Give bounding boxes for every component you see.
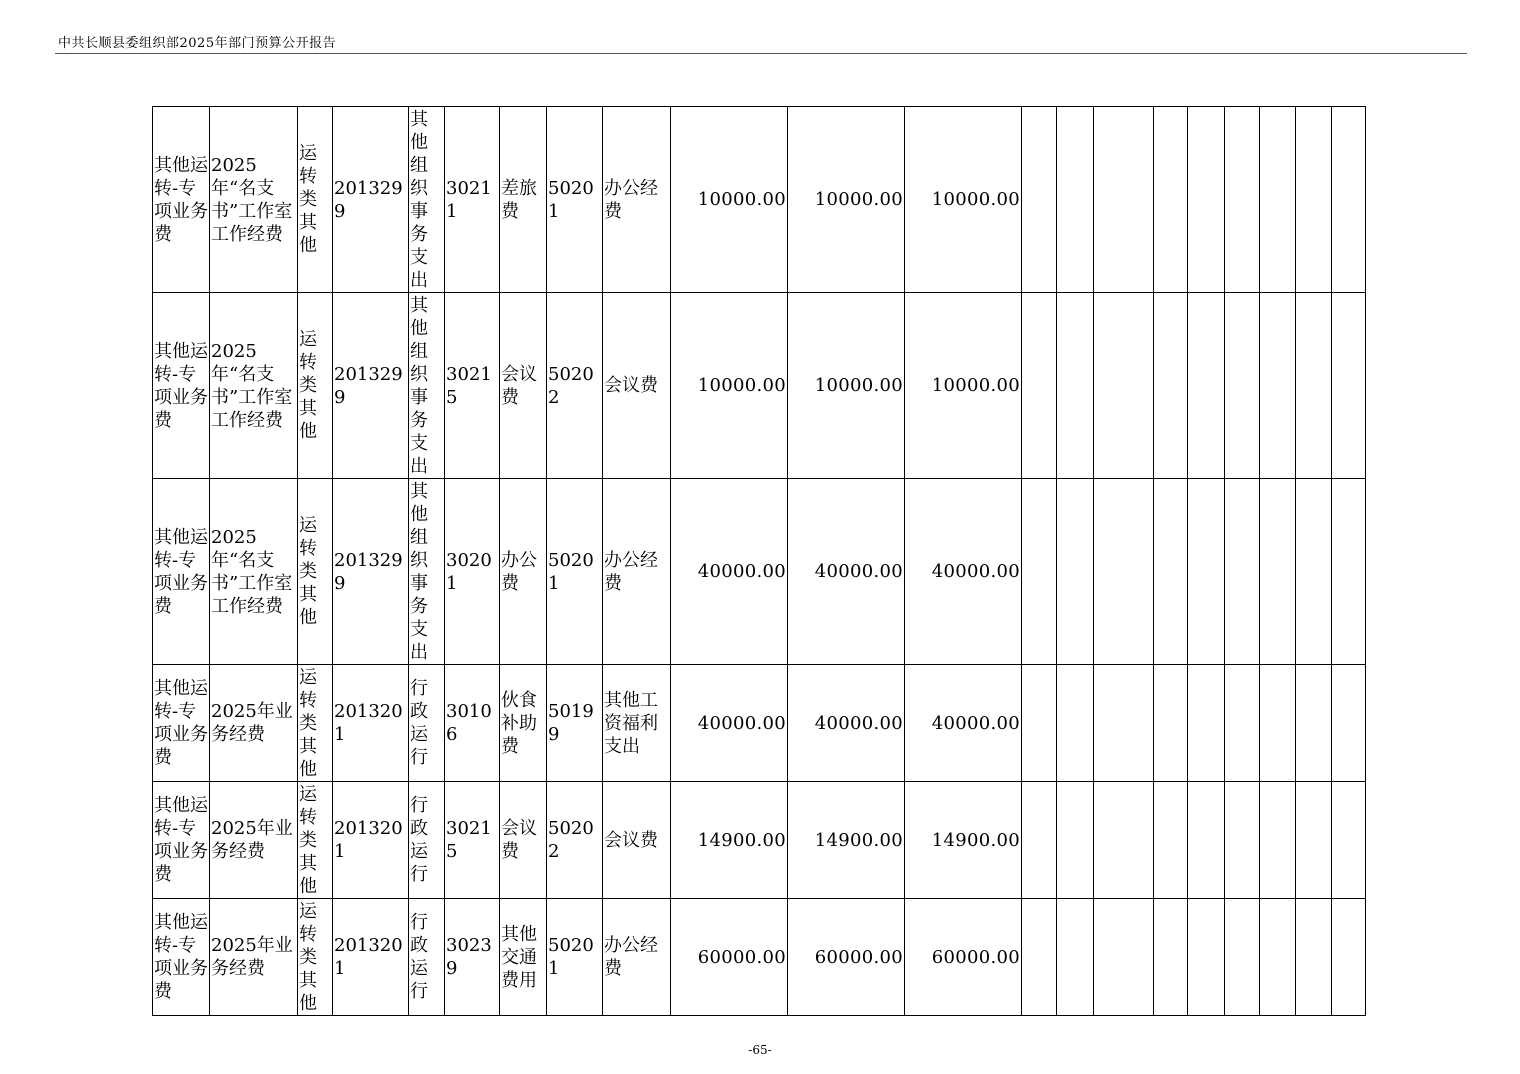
empty-cell <box>1332 899 1366 1016</box>
empty-cell <box>1296 107 1332 293</box>
amount-cell: 60000.00 <box>788 899 905 1016</box>
function-name-cell: 行政运行 <box>409 665 445 782</box>
empty-cell <box>1332 479 1366 665</box>
empty-cell <box>1296 293 1332 479</box>
amount-cell: 10000.00 <box>788 107 905 293</box>
amount-cell: 10000.00 <box>671 107 788 293</box>
economic-code-cell: 30106 <box>445 665 500 782</box>
budget-table <box>152 106 1366 1016</box>
table-row <box>153 782 1366 899</box>
empty-cell <box>1225 899 1260 1016</box>
gov-econ-name-cell: 其他工资福利支出 <box>603 665 671 782</box>
empty-cell <box>1260 899 1296 1016</box>
category-cell: 其他运转-专项业务费 <box>153 293 210 479</box>
function-name-cell: 行政运行 <box>409 782 445 899</box>
empty-cell <box>1296 899 1332 1016</box>
economic-code-cell: 30239 <box>445 899 500 1016</box>
empty-cell <box>1296 479 1332 665</box>
economic-name-cell: 伙食补助费 <box>500 665 547 782</box>
economic-name-cell: 差旅费 <box>500 107 547 293</box>
category-cell: 其他运转-专项业务费 <box>153 782 210 899</box>
empty-cell <box>1094 107 1154 293</box>
table-row <box>153 479 1366 665</box>
amount-cell: 14900.00 <box>905 782 1022 899</box>
category-cell: 其他运转-专项业务费 <box>153 107 210 293</box>
empty-cell <box>1260 782 1296 899</box>
table-row <box>153 107 1366 293</box>
empty-cell <box>1188 479 1225 665</box>
gov-econ-name-cell: 办公经费 <box>603 479 671 665</box>
empty-cell <box>1057 293 1094 479</box>
amount-cell: 10000.00 <box>905 107 1022 293</box>
empty-cell <box>1188 899 1225 1016</box>
empty-cell <box>1332 782 1366 899</box>
gov-econ-code-cell: 50201 <box>547 899 603 1016</box>
category-cell: 其他运转-专项业务费 <box>153 665 210 782</box>
empty-cell <box>1332 293 1366 479</box>
empty-cell <box>1225 665 1260 782</box>
amount-cell: 40000.00 <box>788 479 905 665</box>
amount-cell: 10000.00 <box>671 293 788 479</box>
economic-code-cell: 30211 <box>445 107 500 293</box>
project-type-cell: 运转类其他 <box>298 899 333 1016</box>
amount-cell: 60000.00 <box>671 899 788 1016</box>
economic-code-cell: 30215 <box>445 782 500 899</box>
amount-cell: 10000.00 <box>905 293 1022 479</box>
empty-cell <box>1225 107 1260 293</box>
empty-cell <box>1022 665 1057 782</box>
function-code-cell: 2013201 <box>333 665 409 782</box>
project-type-cell: 运转类其他 <box>298 782 333 899</box>
economic-name-cell: 会议费 <box>500 293 547 479</box>
empty-cell <box>1188 107 1225 293</box>
empty-cell <box>1057 782 1094 899</box>
function-name-cell: 其他组织事务支出 <box>409 479 445 665</box>
project-name-cell: 2025年“名支书”工作室工作经费 <box>210 479 298 665</box>
economic-name-cell: 会议费 <box>500 782 547 899</box>
function-name-cell: 行政运行 <box>409 899 445 1016</box>
gov-econ-code-cell: 50201 <box>547 107 603 293</box>
project-name-cell: 2025年“名支书”工作室工作经费 <box>210 107 298 293</box>
empty-cell <box>1022 782 1057 899</box>
function-code-cell: 2013299 <box>333 293 409 479</box>
table-row <box>153 293 1366 479</box>
gov-econ-code-cell: 50199 <box>547 665 603 782</box>
function-code-cell: 2013299 <box>333 107 409 293</box>
function-name-cell: 其他组织事务支出 <box>409 107 445 293</box>
category-cell: 其他运转-专项业务费 <box>153 899 210 1016</box>
empty-cell <box>1057 899 1094 1016</box>
amount-cell: 10000.00 <box>788 293 905 479</box>
function-code-cell: 2013299 <box>333 479 409 665</box>
amount-cell: 14900.00 <box>671 782 788 899</box>
gov-econ-code-cell: 50202 <box>547 293 603 479</box>
empty-cell <box>1154 293 1188 479</box>
function-name-cell: 其他组织事务支出 <box>409 293 445 479</box>
empty-cell <box>1188 665 1225 782</box>
gov-econ-name-cell: 办公经费 <box>603 107 671 293</box>
amount-cell: 14900.00 <box>788 782 905 899</box>
amount-cell: 40000.00 <box>905 665 1022 782</box>
amount-cell: 60000.00 <box>905 899 1022 1016</box>
project-name-cell: 2025年“名支书”工作室工作经费 <box>210 293 298 479</box>
function-code-cell: 2013201 <box>333 899 409 1016</box>
gov-econ-name-cell: 会议费 <box>603 782 671 899</box>
empty-cell <box>1296 665 1332 782</box>
empty-cell <box>1154 107 1188 293</box>
empty-cell <box>1260 665 1296 782</box>
header-divider <box>55 53 1467 54</box>
empty-cell <box>1260 479 1296 665</box>
amount-cell: 40000.00 <box>671 479 788 665</box>
empty-cell <box>1022 899 1057 1016</box>
empty-cell <box>1225 479 1260 665</box>
empty-cell <box>1154 479 1188 665</box>
empty-cell <box>1188 782 1225 899</box>
economic-code-cell: 30215 <box>445 293 500 479</box>
page-number: -65- <box>748 1043 772 1057</box>
empty-cell <box>1260 107 1296 293</box>
empty-cell <box>1057 665 1094 782</box>
project-type-cell: 运转类其他 <box>298 479 333 665</box>
empty-cell <box>1094 899 1154 1016</box>
project-type-cell: 运转类其他 <box>298 107 333 293</box>
gov-econ-name-cell: 办公经费 <box>603 899 671 1016</box>
project-name-cell: 2025年业务经费 <box>210 899 298 1016</box>
project-type-cell: 运转类其他 <box>298 665 333 782</box>
project-name-cell: 2025年业务经费 <box>210 665 298 782</box>
empty-cell <box>1225 293 1260 479</box>
empty-cell <box>1094 782 1154 899</box>
empty-cell <box>1022 293 1057 479</box>
empty-cell <box>1225 782 1260 899</box>
project-type-cell: 运转类其他 <box>298 293 333 479</box>
empty-cell <box>1332 107 1366 293</box>
amount-cell: 40000.00 <box>788 665 905 782</box>
empty-cell <box>1154 782 1188 899</box>
function-code-cell: 2013201 <box>333 782 409 899</box>
empty-cell <box>1188 293 1225 479</box>
category-cell: 其他运转-专项业务费 <box>153 479 210 665</box>
table-row <box>153 899 1366 1016</box>
empty-cell <box>1154 899 1188 1016</box>
empty-cell <box>1154 665 1188 782</box>
economic-name-cell: 办公费 <box>500 479 547 665</box>
empty-cell <box>1057 107 1094 293</box>
empty-cell <box>1057 479 1094 665</box>
amount-cell: 40000.00 <box>671 665 788 782</box>
gov-econ-code-cell: 50201 <box>547 479 603 665</box>
empty-cell <box>1094 665 1154 782</box>
table-row <box>153 665 1366 782</box>
page-header-title: 中共长顺县委组织部2025年部门预算公开报告 <box>58 36 337 51</box>
empty-cell <box>1332 665 1366 782</box>
empty-cell <box>1022 107 1057 293</box>
gov-econ-code-cell: 50202 <box>547 782 603 899</box>
empty-cell <box>1022 479 1057 665</box>
project-name-cell: 2025年业务经费 <box>210 782 298 899</box>
gov-econ-name-cell: 会议费 <box>603 293 671 479</box>
empty-cell <box>1296 782 1332 899</box>
amount-cell: 40000.00 <box>905 479 1022 665</box>
economic-name-cell: 其他交通费用 <box>500 899 547 1016</box>
empty-cell <box>1260 293 1296 479</box>
economic-code-cell: 30201 <box>445 479 500 665</box>
empty-cell <box>1094 293 1154 479</box>
empty-cell <box>1094 479 1154 665</box>
